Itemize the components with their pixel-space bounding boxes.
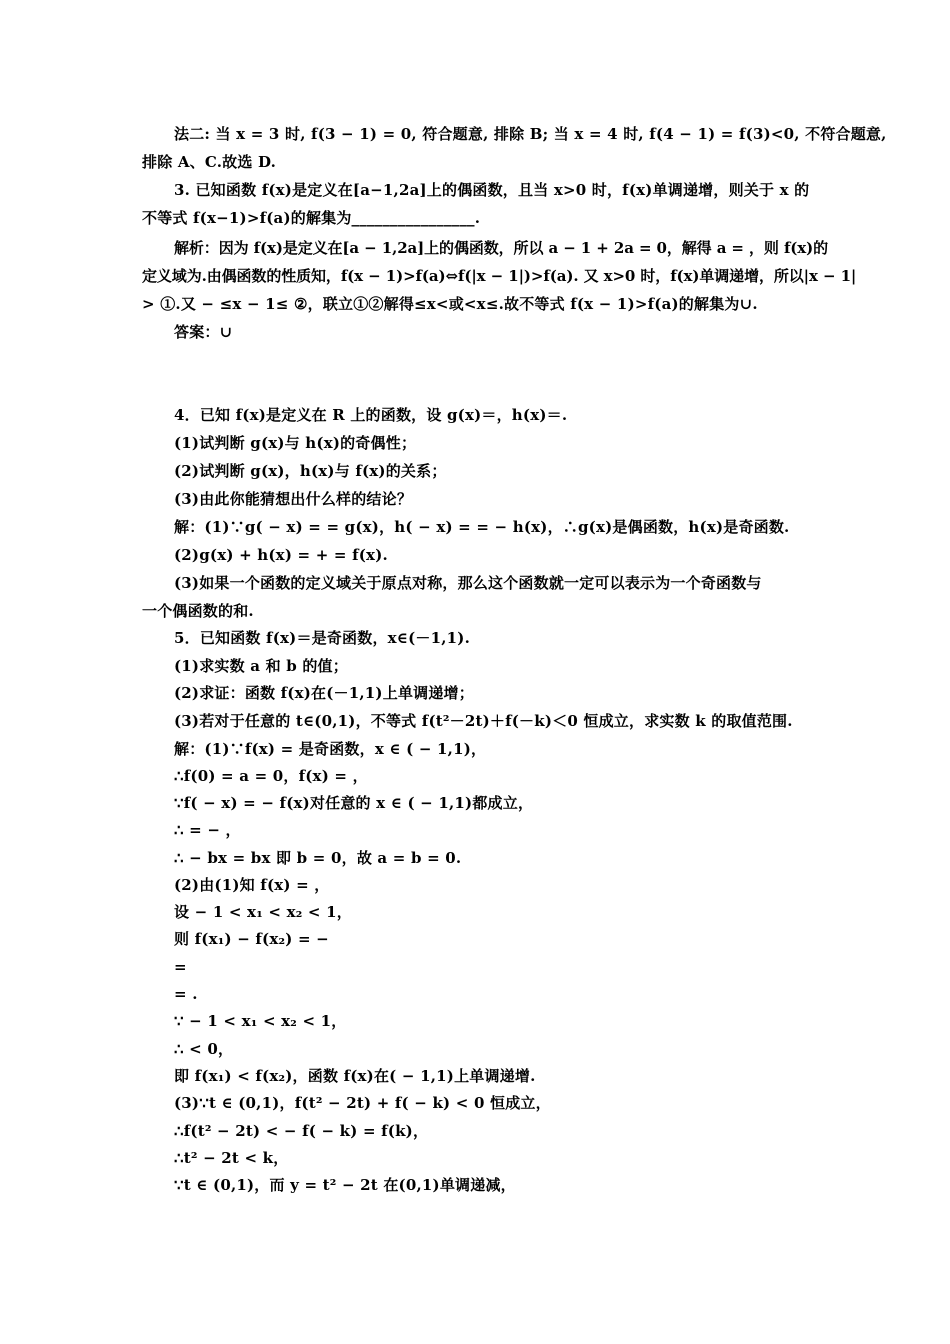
text-line: ∴ = − ，	[174, 821, 241, 839]
text-line: (3)由此你能猜想出什么样的结论？	[174, 490, 413, 508]
text-line: =	[174, 958, 187, 976]
analysis-line: 解析：因为 f(x)是定义在[a − 1,2a]上的偶函数，所以 a − 1 + 2a = 0，解得 a = ，则 f(x)的	[174, 239, 829, 257]
text-line: > ①.又 − ≤x − 1≤ ②，联立①②解得≤x<或<x≤.故不等式 f(x − 1)>f(a)的解集为∪.	[142, 295, 758, 313]
text-line: (1)求实数 a 和 b 的值；	[174, 657, 348, 675]
text-line: = .	[174, 985, 198, 1003]
text-line: 设 − 1 < x₁ < x₂ < 1，	[174, 903, 352, 921]
text-line: ∴t² − 2t < k，	[174, 1149, 289, 1167]
text-line: ∵t ∈ (0,1)，而 y = t² − 2t 在(0,1)单调递减，	[174, 1176, 516, 1194]
text-line: (2)试判断 g(x)，h(x)与 f(x)的关系；	[174, 462, 447, 480]
text-line: (3)∵t ∈ (0,1)，f(t² − 2t) + f( − k) < 0 恒成立，	[174, 1094, 551, 1112]
text-line: 一个偶函数的和.	[142, 602, 254, 620]
text-line: ∴f(t² − 2t) < − f( − k) = f(k)，	[174, 1122, 429, 1140]
text-line: (2)由(1)知 f(x) = ，	[174, 876, 330, 894]
text-line: 则 f(x₁) − f(x₂) = −	[174, 930, 329, 948]
solution-line: 解：(1)∵f(x) = 是奇函数，x ∈ ( − 1,1)，	[174, 740, 487, 758]
solution-line: 解：(1)∵g( − x) = = g(x)，h( − x) = = − h(x)，∴g(x)是偶函数，h(x)是奇函数.	[174, 518, 790, 536]
text-line: ∵f( − x) = − f(x)对任意的 x ∈ ( − 1,1)都成立，	[174, 794, 534, 812]
text-line: (2)g(x) + h(x) = + = f(x).	[174, 546, 388, 564]
question-5-line: 5．已知函数 f(x)＝是奇函数，x∈(－1,1).	[174, 629, 471, 647]
question-3-line: 3. 已知函数 f(x)是定义在[a−1,2a]上的偶函数，且当 x>0 时，f(x)单调递增，则关于 x 的	[174, 181, 810, 199]
question-4-line: 4．已知 f(x)是定义在 R 上的函数，设 g(x)＝，h(x)＝.	[174, 406, 568, 424]
text-line: ∴ − bx = bx 即 b = 0，故 a = b = 0.	[174, 849, 462, 867]
text-line: (2)求证：函数 f(x)在(－1,1)上单调递增；	[174, 684, 474, 702]
text-line: 排除 A、C.故选 D.	[142, 153, 277, 171]
answer-line: 答案：∪	[174, 323, 233, 341]
text-line: (3)若对于任意的 t∈(0,1)，不等式 f(t²－2t)＋f(－k)＜0 恒成立，求实数 k 的取值范围.	[174, 712, 793, 730]
text-line: ∴ < 0，	[174, 1040, 234, 1058]
text-line: 法二: 当 x = 3 时, f(3 − 1) = 0, 符合题意, 排除 B; 当 x = 4 时, f(4 − 1) = f(3)<0, 不符合题意,	[174, 125, 887, 143]
text-line: (1)试判断 g(x)与 h(x)的奇偶性；	[174, 434, 417, 452]
text-line: 不等式 f(x−1)>f(a)的解集为________________.	[142, 209, 481, 227]
text-line: 定义域为.由偶函数的性质知，f(x − 1)>f(a)⇔f(|x − 1|)>f(a). 又 x>0 时，f(x)单调递增，所以|x − 1|	[142, 267, 857, 285]
text-line: ∵ − 1 < x₁ < x₂ < 1，	[174, 1012, 347, 1030]
text-line: (3)如果一个函数的定义域关于原点对称，那么这个函数就一定可以表示为一个奇函数与	[174, 574, 762, 592]
text-line: ∴f(0) = a = 0，f(x) = ，	[174, 767, 368, 785]
text-line: 即 f(x₁) < f(x₂)，函数 f(x)在( − 1,1)上单调递增.	[174, 1067, 536, 1085]
